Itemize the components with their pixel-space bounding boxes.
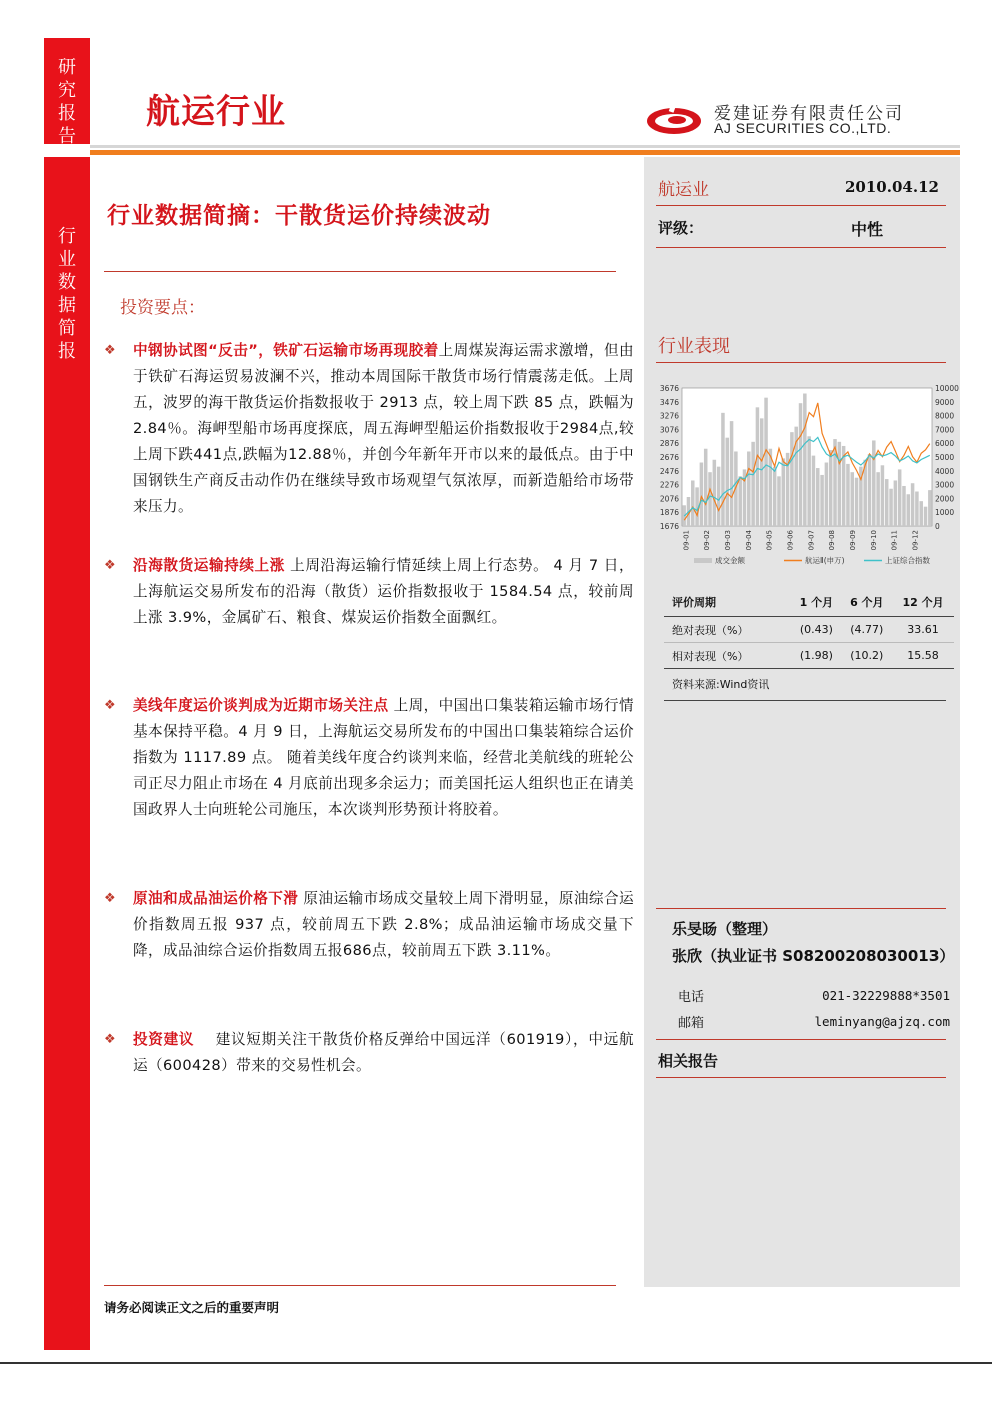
volume-bar <box>915 492 919 527</box>
email-label: 邮箱 <box>678 1016 705 1031</box>
table-cell: (1.98) <box>791 643 841 669</box>
volume-bar <box>691 480 695 526</box>
volume-bar <box>881 465 885 526</box>
bullet-icon: ❖ <box>104 891 117 906</box>
y-left-tick-label: 2276 <box>659 480 679 490</box>
table-cell: 相对表现（%） <box>664 643 791 669</box>
volume-bar <box>816 468 820 526</box>
vertical-char: 报 <box>58 341 76 362</box>
volume-bar <box>919 501 923 526</box>
industry-title: 航运行业 <box>146 92 286 132</box>
volume-bar <box>747 451 751 526</box>
table-cell: (0.43) <box>791 617 841 643</box>
volume-bar <box>764 398 768 526</box>
volume-bar <box>838 442 842 526</box>
sidebar-panel <box>644 157 960 1287</box>
y-right-tick-label: 8000 <box>935 411 955 421</box>
y-right-tick-label: 0 <box>935 522 940 531</box>
side-label <box>44 157 90 363</box>
data-source: 资料来源:Wind资讯 <box>672 678 770 691</box>
volume-bar <box>726 438 730 526</box>
volume-bar <box>807 436 811 526</box>
x-tick-label: 09-06 <box>786 530 795 551</box>
table-cell: (10.2) <box>842 643 892 669</box>
key-point-headline: 原油和成品油运价格下滑 <box>133 890 299 907</box>
rating-value: 中性 <box>851 220 884 239</box>
y-right-tick-label: 3000 <box>935 480 955 490</box>
company-logo-icon <box>644 101 706 141</box>
sidebar-divider <box>656 908 946 909</box>
volume-bar <box>760 418 764 526</box>
key-point-item <box>104 553 634 631</box>
key-point-body: 上周，中国出口集装箱运输市场行情基本保持平稳。4 月 9 日，上海航运交易所发布的中国出口集装箱综合运价指数为 1117.89 点。 随着美线年度合约谈判来临，经营北美航线的班轮公司正尽力阻止市场在 4 月底前出现多余运力；而美国托运人组织也正在请美国政界人士向班轮公司施压，本次谈判形势预计将胶着。 <box>133 697 634 818</box>
volume-bar <box>894 480 898 526</box>
key-point-headline: 沿海散货运输持续上涨 <box>133 557 285 574</box>
investment-points-heading: 投资要点： <box>120 298 205 318</box>
volume-bar <box>820 475 824 526</box>
report-date: 2010.04.12 <box>845 178 939 196</box>
y-left-tick-label: 3276 <box>659 411 679 421</box>
x-tick-label: 09-10 <box>869 530 878 551</box>
vertical-char: 简 <box>58 318 76 339</box>
table-header: 12 个月 <box>892 588 954 617</box>
volume-bar <box>872 440 876 526</box>
report-type-label <box>44 38 90 148</box>
vertical-char: 数 <box>58 272 76 293</box>
vertical-char: 研 <box>58 57 76 78</box>
key-point-headline: 美线年度运价谈判成为近期市场关注点 <box>133 697 389 714</box>
analyst-name: 乐旻旸（整理） <box>672 920 778 938</box>
key-point-headline: 投资建议 <box>133 1031 195 1048</box>
volume-bar <box>803 394 807 526</box>
key-point-body: 原油运输市场成交量较上周下滑明显，原油综合运价指数周五报 937 点，较前周五下跌 2.8%；成品油运输市场成交量下降，成品油综合运价指数周五报686点，较前周五下跌 3.11%。 <box>133 890 634 959</box>
y-right-tick-label: 9000 <box>935 397 955 407</box>
y-left-tick-label: 2676 <box>659 453 679 462</box>
email-address: leminyang@ajzq.com <box>814 1014 950 1029</box>
analyst-name: 张欣（执业证书 S0820020803001З） <box>672 947 955 965</box>
x-tick-label: 09-11 <box>890 530 899 551</box>
x-tick-label: 09-05 <box>765 530 774 551</box>
volume-bar <box>812 456 816 526</box>
page-bottom-rule <box>0 1362 992 1364</box>
table-cell: (4.77) <box>842 617 892 643</box>
table-header: 6 个月 <box>842 588 892 617</box>
sidebar-divider <box>656 205 946 206</box>
volume-bar <box>829 450 833 526</box>
volume-bar <box>700 463 704 526</box>
x-tick-label: 09-01 <box>682 530 691 551</box>
y-left-tick-label: 3676 <box>659 384 679 393</box>
volume-bar <box>756 407 760 526</box>
volume-bar <box>738 476 742 526</box>
x-tick-label: 09-09 <box>848 530 857 551</box>
sidebar-divider <box>656 1039 946 1040</box>
y-right-tick-label: 2000 <box>935 494 955 504</box>
performance-title: 行业表现 <box>658 336 730 357</box>
volume-bar <box>907 494 911 526</box>
volume-bar <box>721 413 725 526</box>
volume-bar <box>851 472 855 526</box>
volume-bar <box>708 472 712 526</box>
report-type-bar <box>44 38 90 147</box>
table-cell: 绝对表现（%） <box>664 617 791 643</box>
sidebar-industry: 航运业 <box>658 180 709 200</box>
table-header: 1 个月 <box>791 588 841 617</box>
y-left-tick-label: 3476 <box>659 397 679 407</box>
volume-bar <box>777 476 781 526</box>
y-right-tick-label: 10000 <box>935 384 959 393</box>
legend-label: 上证综合指数 <box>885 556 930 565</box>
volume-bar <box>902 486 906 526</box>
key-point-body: 上周沿海运输行情延续上周上行态势。 4 月 7 日，上海航运交易所发布的沿海（散货）运价指数报收于 1584.54 点，较前周上涨 3.9%，金属矿石、粮食、煤炭运价指数全面飘红。 <box>133 557 634 626</box>
related-reports-heading: 相关报告 <box>658 1052 719 1070</box>
volume-bar <box>717 467 721 526</box>
volume-bar <box>885 479 889 526</box>
table-row <box>664 643 954 669</box>
volume-bar <box>730 421 734 526</box>
company-logo <box>644 95 954 145</box>
key-point-item <box>104 886 634 964</box>
side-label-bar <box>44 157 90 1350</box>
y-right-tick-label: 1000 <box>935 508 955 518</box>
volume-bar <box>799 403 803 526</box>
volume-bar <box>751 442 755 526</box>
table-row <box>664 617 954 643</box>
title-divider <box>104 271 616 272</box>
key-point-item <box>104 338 634 520</box>
x-tick-label: 09-12 <box>911 530 920 551</box>
vertical-char: 据 <box>58 295 76 316</box>
disclaimer-note: 请务必阅读正文之后的重要声明 <box>104 1300 280 1315</box>
vertical-char: 行 <box>58 226 76 247</box>
table-cell: 15.58 <box>892 643 954 669</box>
x-tick-label: 09-04 <box>744 530 753 551</box>
key-point-body: 建议短期关注干散货价格反弹给中国远洋（601919），中远航运（600428）带来的交易性机会。 <box>133 1031 634 1074</box>
header-divider <box>90 145 960 155</box>
phone-number: 021-32229888*3501 <box>822 988 950 1003</box>
sidebar-divider <box>656 1077 946 1078</box>
key-point-item <box>104 693 634 823</box>
volume-bar <box>825 463 829 526</box>
phone-label: 电话 <box>678 990 705 1005</box>
bullet-icon: ❖ <box>104 1032 117 1047</box>
y-left-tick-label: 3076 <box>659 425 679 435</box>
y-left-tick-label: 1876 <box>659 508 679 518</box>
y-right-tick-label: 7000 <box>935 425 955 435</box>
y-right-tick-label: 6000 <box>935 439 955 449</box>
vertical-char: 究 <box>58 80 76 101</box>
rating-label: 评级： <box>658 219 704 237</box>
volume-bar <box>790 432 794 526</box>
company-name-en: AJ SECURITIES CO.,LTD. <box>714 120 892 136</box>
sidebar-divider <box>656 362 946 363</box>
key-point-item <box>104 1027 634 1079</box>
volume-bar <box>704 449 708 526</box>
vertical-char: 业 <box>58 249 76 270</box>
vertical-char: 报 <box>58 103 76 124</box>
volume-bar <box>855 478 859 526</box>
volume-bar <box>846 464 850 526</box>
industry-performance-chart <box>654 380 964 576</box>
x-tick-label: 09-08 <box>828 530 837 551</box>
x-tick-label: 09-02 <box>703 530 712 551</box>
y-right-tick-label: 5000 <box>935 453 955 462</box>
y-left-tick-label: 2076 <box>659 494 679 504</box>
volume-bar <box>868 454 872 526</box>
volume-bar <box>924 507 928 526</box>
volume-bar <box>911 483 915 526</box>
sidebar-divider <box>664 700 946 701</box>
volume-bar <box>889 489 893 526</box>
volume-bar <box>898 469 902 526</box>
vertical-char: 告 <box>58 126 76 147</box>
volume-bar <box>876 472 880 526</box>
y-left-tick-label: 2476 <box>659 466 679 476</box>
y-left-tick-label: 2876 <box>659 439 679 449</box>
footer-divider <box>104 1285 616 1286</box>
volume-bar <box>773 467 777 526</box>
key-point-body: 上周煤炭海运需求激增，但由于铁矿石海运贸易波澜不兴，推动本周国际干散货市场行情震荡走低。上周五，波罗的海干散货运价指数报收于 2913 点，较上周下跌 85 点，跌幅为 2.84％。海岬型船市场再度探底，周五海岬型船运价指数报收于2984点,较上周下跌441点,跌幅为12.88％，并创今年新年开市以来的最低点。由于中国钢铁生产商反击动作仍在继续导致市场观望气氛浓厚，而新造船给市场带来压力。 <box>133 342 634 515</box>
report-title: 行业数据简摘：干散货运价持续波动 <box>107 203 491 229</box>
legend-label: 成交金额 <box>715 556 745 565</box>
y-left-tick-label: 1676 <box>659 522 679 531</box>
sidebar-divider <box>656 247 946 248</box>
table-cell: 33.61 <box>892 617 954 643</box>
x-tick-label: 09-03 <box>723 530 732 551</box>
company-name-cn: 爱建证券有限责任公司 <box>714 104 904 124</box>
legend-swatch <box>694 558 712 563</box>
bullet-icon: ❖ <box>104 343 117 358</box>
performance-table <box>664 588 954 669</box>
legend-label: 航运Ⅱ(申万) <box>805 556 845 565</box>
y-right-tick-label: 4000 <box>935 466 955 476</box>
volume-bar <box>713 460 717 526</box>
volume-bar <box>928 490 932 526</box>
volume-bar <box>782 458 786 526</box>
key-point-headline: 中钢协试图“反击”，铁矿石运输市场再现胶着 <box>133 342 439 359</box>
x-tick-label: 09-07 <box>807 530 816 551</box>
bullet-icon: ❖ <box>104 698 117 713</box>
table-header: 评价周期 <box>664 588 791 617</box>
bullet-icon: ❖ <box>104 558 117 573</box>
